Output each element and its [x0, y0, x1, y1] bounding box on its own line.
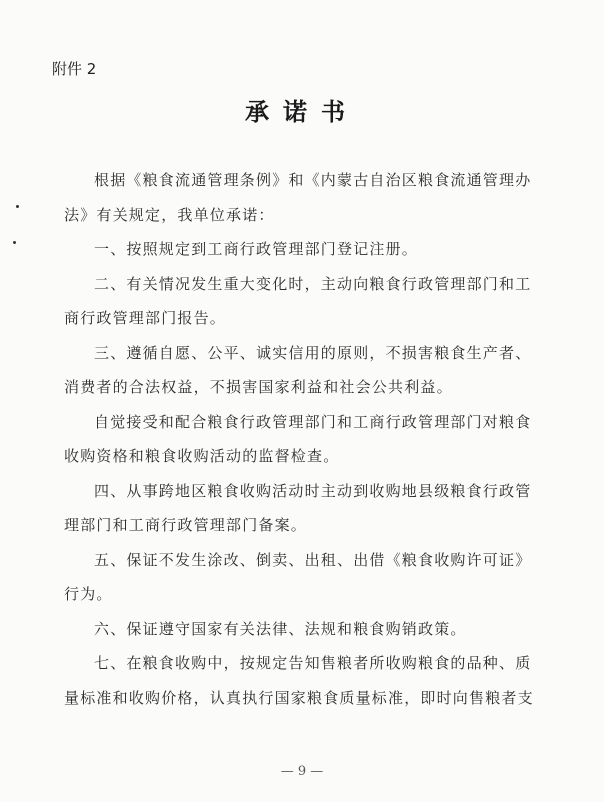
- scan-speck: [13, 241, 16, 244]
- paragraph-line: 收购资格和粮食收购活动的监督检查。: [64, 447, 340, 465]
- scan-speck: [16, 205, 19, 208]
- paragraph-line: 理部门和工商行政管理部门备案。: [64, 516, 308, 534]
- paragraph-line: 三、遵循自愿、公平、诚实信用的原则，不损害粮食生产者、: [94, 344, 532, 362]
- paragraph-line: 一、按照规定到工商行政管理部门登记注册。: [94, 240, 419, 258]
- attachment-label: 附件 2: [52, 60, 97, 78]
- paragraph-line: 量标准和收购价格，认真执行国家粮食质量标准，即时向售粮者支: [64, 689, 534, 707]
- paragraph-line: 四、从事跨地区粮食收购活动时主动到收购地县级粮食行政管: [94, 482, 532, 500]
- paragraph-line: 行为。: [64, 585, 113, 603]
- paragraph-line: 五、保证不发生涂改、倒卖、出租、出借《粮食收购许可证》: [94, 551, 532, 569]
- paragraph-line: 根据《粮食流通管理条例》和《内蒙古自治区粮食流通管理办: [94, 171, 532, 189]
- paragraph-line: 七、在粮食收购中，按规定告知售粮者所收购粮食的品种、质: [94, 654, 532, 672]
- paragraph-line: 六、保证遵守国家有关法律、法规和粮食购销政策。: [94, 620, 467, 638]
- paragraph-line: 自觉接受和配合粮食行政管理部门和工商行政管理部门对粮食: [94, 413, 532, 431]
- paragraph-line: 法》有关规定，我单位承诺：: [64, 206, 275, 224]
- paragraph-line: 商行政管理部门报告。: [64, 309, 227, 327]
- page-number: — 9 —: [280, 764, 324, 779]
- page-title: 承诺书: [245, 97, 359, 126]
- paragraph-line: 消费者的合法权益，不损害国家利益和社会公共利益。: [64, 378, 453, 396]
- paragraph-line: 二、有关情况发生重大变化时，主动向粮食行政管理部门和工: [94, 275, 532, 293]
